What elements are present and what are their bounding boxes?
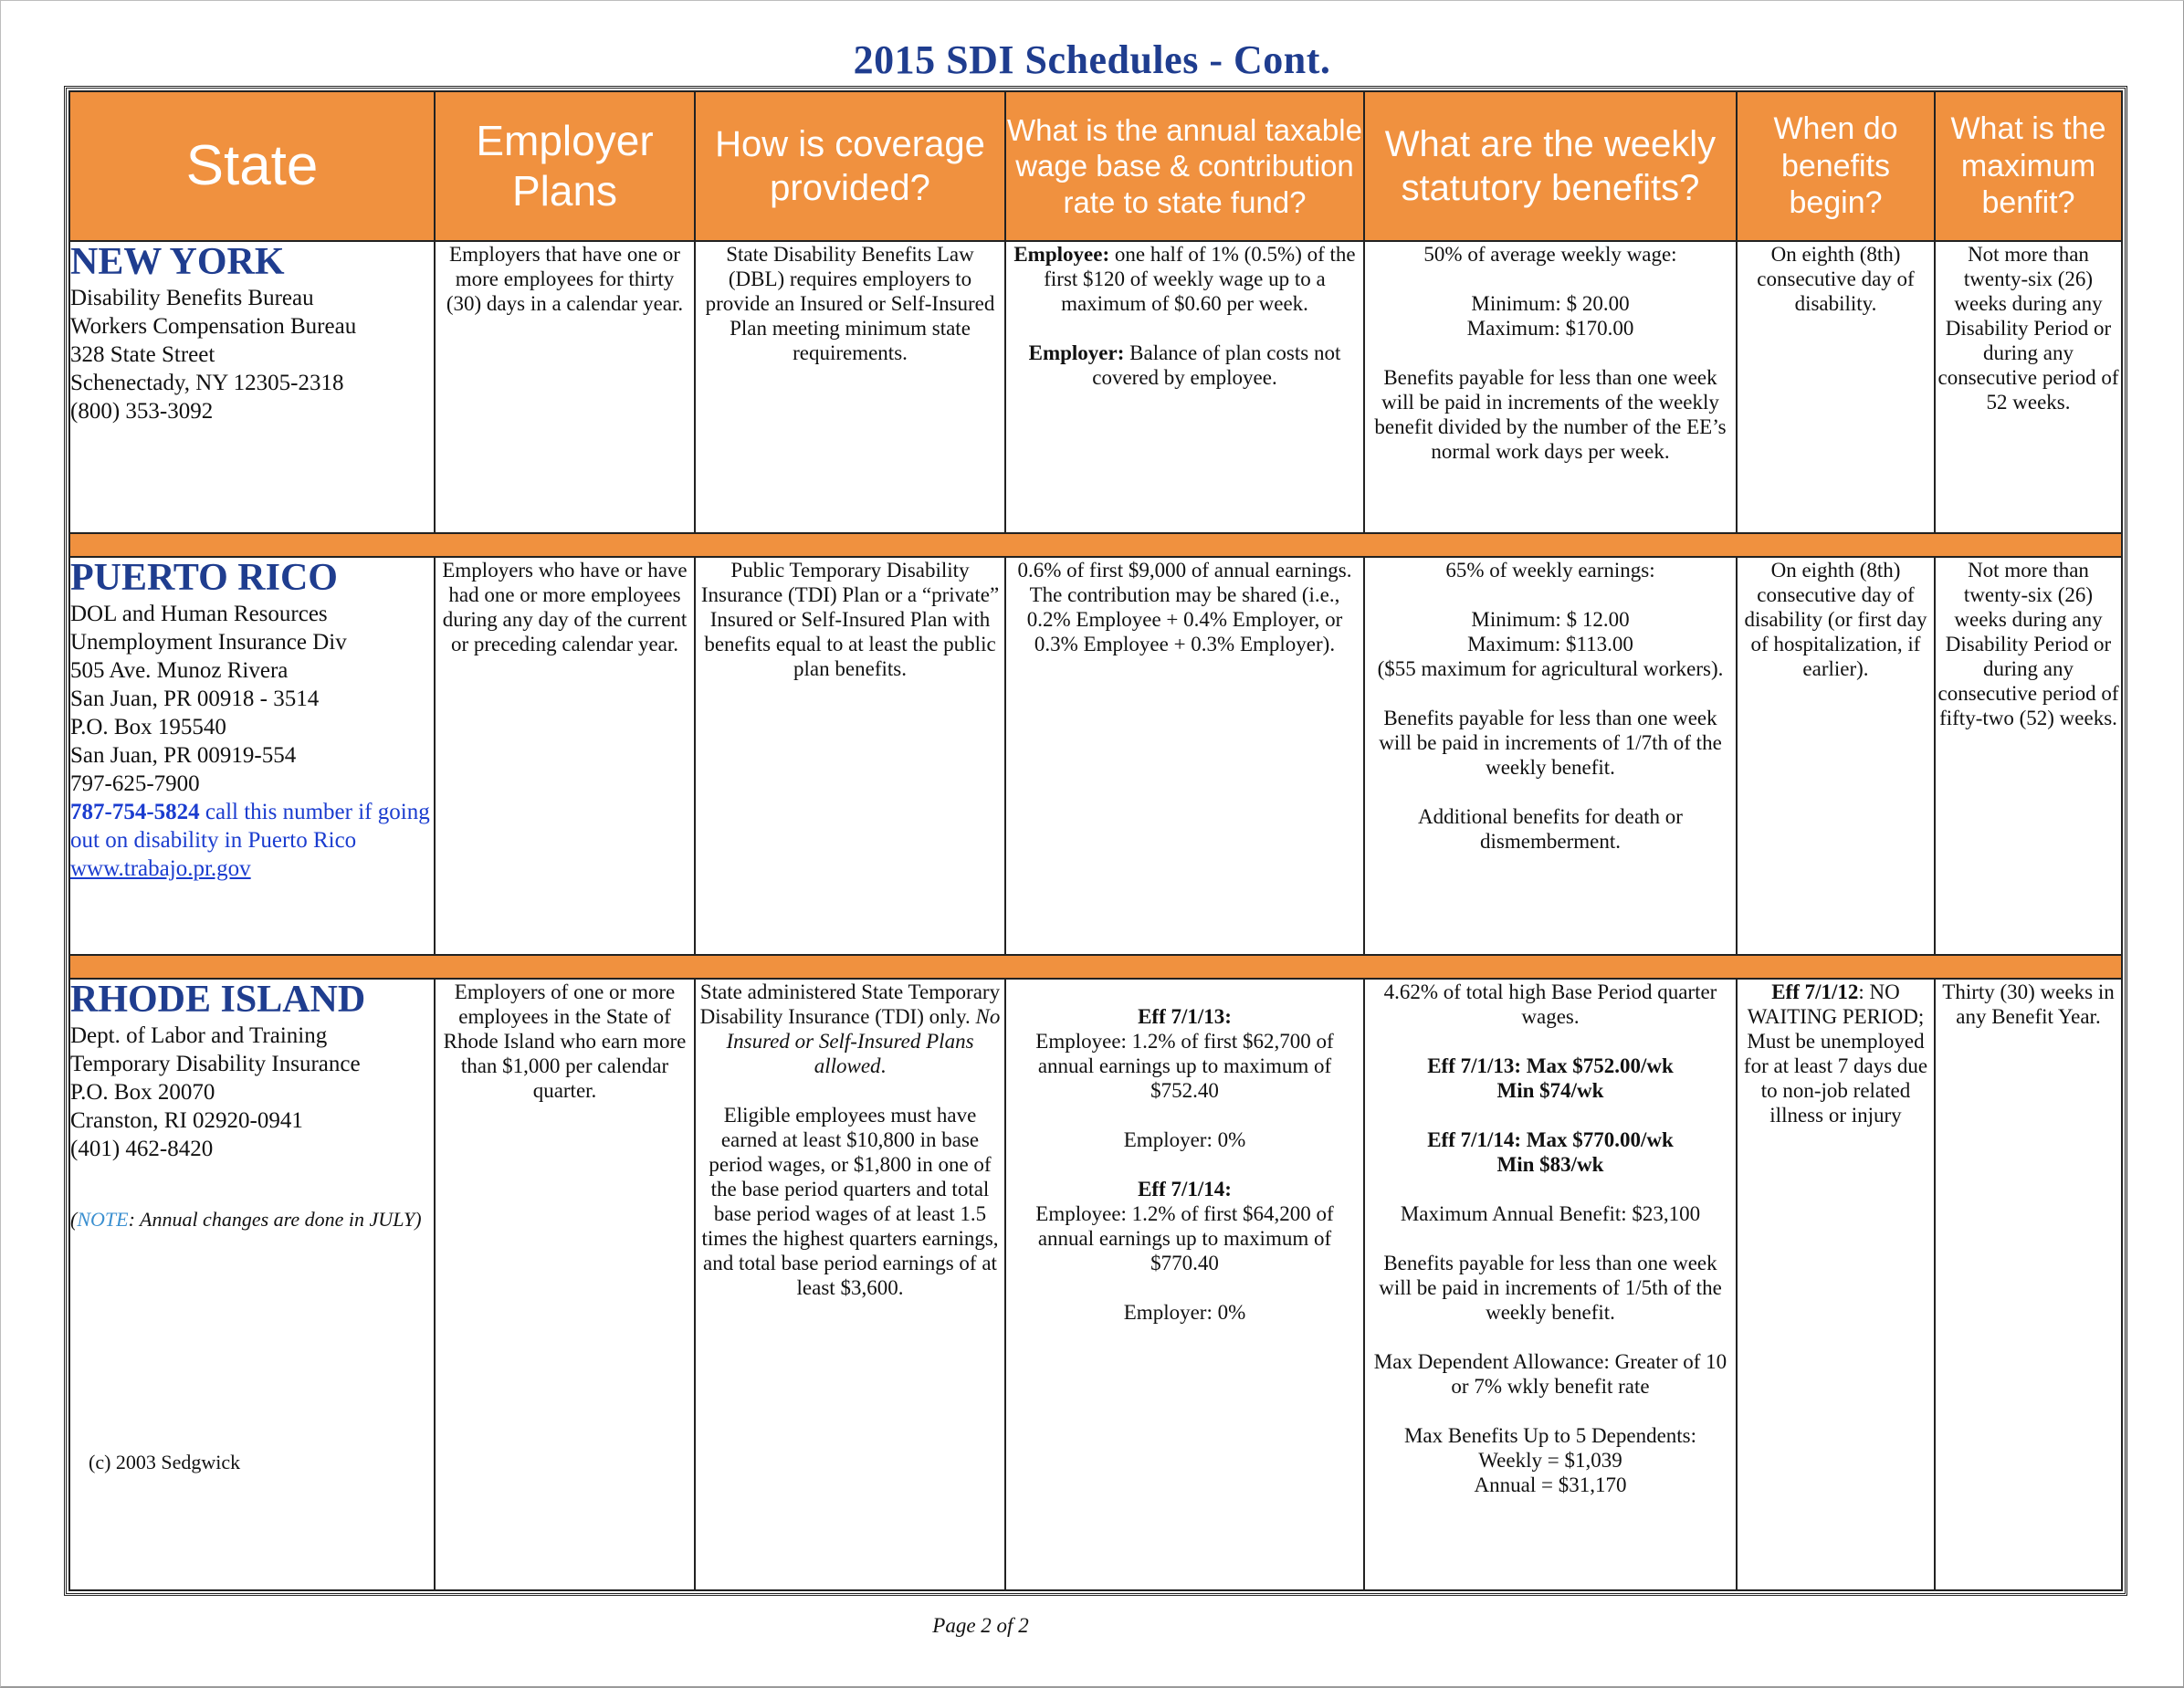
pr-coverage: Public Temporary Disability Insurance (TDI) Plan or a “private” Insured or Self-Insured Plan with benefits equal to at least the public plan benefits. xyxy=(695,557,1005,955)
ny-weekly-benefits xyxy=(1364,241,1737,533)
ri-coverage xyxy=(695,979,1005,1590)
ri-note-open: ( xyxy=(70,1208,78,1231)
pr-max-benefit: Not more than twenty-six (26) weeks during any Disability Period or during any consecutive period of fifty-two (52) weeks. xyxy=(1935,557,2122,955)
ri-wage-base xyxy=(1005,979,1364,1590)
ri-weekly-eff2-min: Min $83/wk xyxy=(1496,1153,1604,1176)
page-footer: Page 2 of 2 xyxy=(932,1614,1029,1637)
ny-addr-2: Workers Compensation Bureau xyxy=(70,314,357,339)
pr-weekly-min: Minimum: $ 12.00 xyxy=(1471,608,1630,631)
ny-max-benefit: Not more than twenty-six (26) weeks during any Disability Period or during any consecutive period of 52 weeks. xyxy=(1935,241,2122,533)
header-benefits-begin: When do benefits begin? xyxy=(1737,91,1935,241)
header-weekly-benefits: What are the weekly statutory benefits? xyxy=(1364,91,1737,241)
ny-weekly-max: Maximum: $170.00 xyxy=(1466,317,1634,340)
ri-addr-1: Dept. of Labor and Training xyxy=(70,1023,328,1048)
pr-addr-7: 797-625-7900 xyxy=(70,771,200,796)
pr-weekly-pct: 65% of weekly earnings: xyxy=(1445,559,1655,582)
ri-weekly-dep5-annual: Annual = $31,170 xyxy=(1474,1473,1627,1496)
ny-weekly-min: Minimum: $ 20.00 xyxy=(1471,292,1630,315)
ri-wage-ee1: Employee: 1.2% of first $62,700 of annual earnings up to maximum of $752.40 xyxy=(1035,1030,1334,1102)
separator-bar xyxy=(69,955,2122,979)
ny-wage-er: Balance of plan costs not covered by employee. xyxy=(1092,341,1341,389)
row-new-york xyxy=(69,241,2122,533)
ny-benefits-begin: On eighth (8th) consecutive day of disability. xyxy=(1737,241,1935,533)
pr-benefits-begin: On eighth (8th) consecutive day of disability (or first day of hospitalization, if earlier). xyxy=(1737,557,1935,955)
ri-weekly-pct: 4.62% of total high Base Period quarter wages. xyxy=(1383,980,1717,1028)
ri-begin-text: : NO WAITING PERIOD; Must be unemployed for at least 7 days due to non-job related illness or injury xyxy=(1743,980,1928,1127)
header-row xyxy=(69,91,2122,241)
pr-weekly-ag: ($55 maximum for agricultural workers). xyxy=(1377,657,1724,680)
copyright: (c) 2003 Sedgwick xyxy=(89,1451,241,1473)
pr-addr-5: P.O. Box 195540 xyxy=(70,715,226,739)
header-wage-base: What is the annual taxable wage base & contribution rate to state fund? xyxy=(1005,91,1364,241)
state-name-pr: PUERTO RICO xyxy=(70,557,338,599)
ri-note xyxy=(70,1207,434,1232)
ri-weekly-dep5: Max Benefits Up to 5 Dependents: xyxy=(1403,1424,1697,1447)
ny-addr-5: (800) 353-3092 xyxy=(70,399,214,424)
ri-wage-eff1: Eff 7/1/13: xyxy=(1138,1005,1232,1028)
ri-coverage-no-private: No Insured or Self-Insured Plans allowed xyxy=(726,1005,1001,1077)
ri-coverage-tdi: State administered State Temporary Disability Insurance (TDI) only. xyxy=(699,980,1001,1028)
pr-phone-note xyxy=(70,798,434,854)
ri-note-text: : Annual changes are done in JULY) xyxy=(128,1208,422,1231)
pr-employer-plans: Employers who have or have had one or more employees during any day of the current or preceding calendar year. xyxy=(435,557,695,955)
ri-weekly-eff2-max: Eff 7/1/14: Max $770.00/wk xyxy=(1427,1128,1674,1151)
ri-max-benefit: Thirty (30) weeks in any Benefit Year. xyxy=(1935,979,2122,1590)
pr-phone[interactable]: 787-754-5824 xyxy=(70,800,200,824)
ny-weekly-pct: 50% of average weekly wage: xyxy=(1423,243,1677,266)
ri-addr-4: Cranston, RI 02920-0941 xyxy=(70,1108,303,1133)
pr-weekly-death: Additional benefits for death or dismemberment. xyxy=(1418,805,1683,853)
ri-wage-er2: Employer: 0% xyxy=(1123,1301,1246,1324)
ri-weekly-eff1-min: Min $74/wk xyxy=(1496,1079,1604,1102)
header-max-benefit: What is the maximum benfit? xyxy=(1935,91,2122,241)
pr-addr-6: San Juan, PR 00919-554 xyxy=(70,743,297,768)
pr-weekly-max: Maximum: $113.00 xyxy=(1467,633,1633,655)
row-puerto-rico xyxy=(69,557,2122,955)
ny-wage-base xyxy=(1005,241,1364,533)
pr-wage-base: 0.6% of first $9,000 of annual earnings. The contribution may be shared (i.e., 0.2% Employee + 0.4% Employer, or 0.3% Employee + 0.3% Employer). xyxy=(1005,557,1364,955)
ri-coverage-eligibility: Eligible employees must have earned at least $10,800 in base period wages, or $1,800 in one of the base period quarters and total base period wages of at least 1.5 times the highest quarters earnings, and total base period earnings of at least $3,600. xyxy=(701,1104,999,1299)
page-title: 2015 SDI Schedules - Cont. xyxy=(853,37,1331,82)
ri-addr-3: P.O. Box 20070 xyxy=(70,1080,215,1105)
pr-addr-2: Unemployment Insurance Div xyxy=(70,630,347,655)
ri-wage-eff2: Eff 7/1/14: xyxy=(1138,1178,1232,1200)
ri-wage-ee2: Employee: 1.2% of first $64,200 of annual earnings up to maximum of $770.40 xyxy=(1035,1202,1334,1274)
ri-wage-er1: Employer: 0% xyxy=(1123,1128,1246,1151)
ri-addr-5: (401) 462-8420 xyxy=(70,1137,214,1161)
ri-weekly-dependent: Max Dependent Allowance: Greater of 10 or 7% wkly benefit rate xyxy=(1373,1350,1727,1398)
ny-addr-3: 328 State Street xyxy=(70,342,215,367)
ri-note-tag: NOTE xyxy=(77,1208,129,1231)
ny-wage-er-label: Employer: xyxy=(1028,341,1125,364)
header-state: State xyxy=(69,91,435,241)
pr-weekly-benefits xyxy=(1364,557,1737,955)
state-name-ri: RHODE ISLAND xyxy=(70,979,366,1021)
state-cell-ny xyxy=(69,241,435,533)
ri-weekly-partial: Benefits payable for less than one week will be paid in increments of 1/5th of the weekly benefit. xyxy=(1379,1252,1722,1324)
pr-addr-3: 505 Ave. Munoz Rivera xyxy=(70,658,289,683)
schedule-table-wrapper xyxy=(64,86,2127,1596)
ny-wage-ee-label: Employee: xyxy=(1013,243,1110,266)
state-name-ny: NEW YORK xyxy=(70,241,285,283)
pr-weekly-partial: Benefits payable for less than one week will be paid in increments of 1/7th of the weekly benefit. xyxy=(1379,707,1722,779)
row-rhode-island xyxy=(69,979,2122,1590)
pr-addr-1: DOL and Human Resources xyxy=(70,602,328,626)
separator-bar xyxy=(69,533,2122,557)
ri-benefits-begin xyxy=(1737,979,1935,1590)
ny-addr-1: Disability Benefits Bureau xyxy=(70,286,314,310)
header-employer-plans: Employer Plans xyxy=(435,91,695,241)
state-cell-ri xyxy=(69,979,435,1590)
ny-wage-ee: one half of 1% (0.5%) of the first $120 of weekly wage up to a maximum of $0.60 per week. xyxy=(1044,243,1356,315)
ny-coverage: State Disability Benefits Law (DBL) requires employers to provide an Insured or Self-Insured Plan meeting minimum state requirements. xyxy=(695,241,1005,533)
ri-addr-2: Temporary Disability Insurance xyxy=(70,1052,361,1076)
ri-coverage-period: . xyxy=(880,1054,887,1077)
ri-weekly-dep5-weekly: Weekly = $1,039 xyxy=(1478,1449,1622,1472)
ri-begin-label: Eff 7/1/12 xyxy=(1771,980,1859,1003)
pr-phone-note-text: call this number if going out on disability in Puerto Rico xyxy=(70,800,430,853)
pr-website-link[interactable]: www.trabajo.pr.gov xyxy=(70,856,251,881)
ri-employer-plans: Employers of one or more employees in the State of Rhode Island who earn more than $1,000 per calendar quarter. xyxy=(435,979,695,1590)
pr-addr-4: San Juan, PR 00918 - 3514 xyxy=(70,687,320,711)
state-cell-pr xyxy=(69,557,435,955)
header-coverage: How is coverage provided? xyxy=(695,91,1005,241)
ri-weekly-annual: Maximum Annual Benefit: $23,100 xyxy=(1400,1202,1701,1225)
ny-weekly-partial: Benefits payable for less than one week will be paid in increments of the weekly benefit divided by the number of the EE’s normal work days per week. xyxy=(1374,366,1727,463)
ny-employer-plans: Employers that have one or more employees for thirty (30) days in a calendar year. xyxy=(435,241,695,533)
ri-weekly-eff1-max: Eff 7/1/13: Max $752.00/wk xyxy=(1427,1054,1674,1077)
ny-addr-4: Schenectady, NY 12305-2318 xyxy=(70,371,344,395)
schedule-table xyxy=(68,90,2123,1591)
ri-weekly-benefits xyxy=(1364,979,1737,1590)
